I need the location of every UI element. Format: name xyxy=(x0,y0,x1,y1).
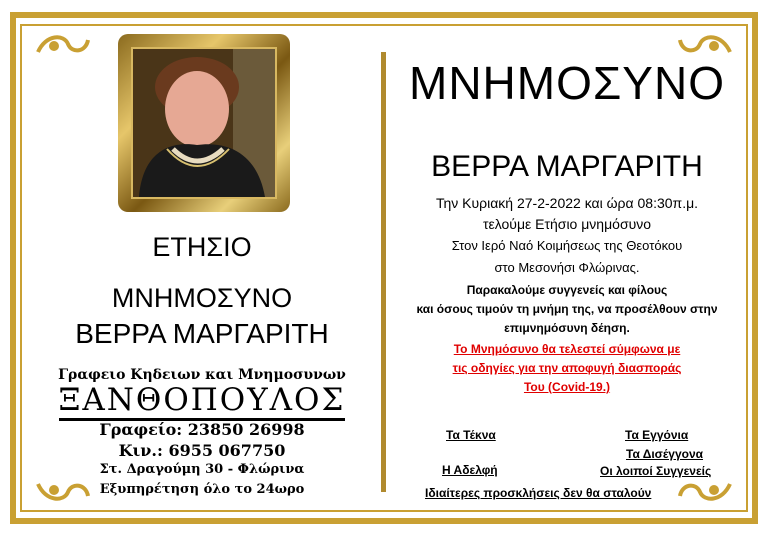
brand-text: ΞΑΝΘΟΠΟΥΛΟΣ xyxy=(59,382,346,421)
funeral-office-label: Γραφειο Κηδειων και Μνημοσυνων xyxy=(58,367,346,383)
ornament-bottom-right-icon xyxy=(676,476,734,504)
portrait-frame xyxy=(118,34,290,212)
office-address: Στ. Δραγούμη 30 - Φλώρινα xyxy=(99,462,305,477)
mourner-other-relatives: Οι λοιποί Συγγενείς xyxy=(600,464,712,478)
left-deceased-name: ΒΕΡΡΑ ΜΑΡΓΑΡΙΤΗ xyxy=(75,318,329,349)
covid-notice-line: Το Μνημόσυνο θα τελεστεί σύμφωνα με xyxy=(453,342,681,356)
portrait-photo xyxy=(131,47,277,199)
mourner-children: Τα Τέκνα xyxy=(446,428,496,442)
mourner-sister: Η Αδελφή xyxy=(442,463,498,477)
ornament-top-left-icon xyxy=(34,32,92,60)
right-deceased-name: ΒΕΡΡΑ ΜΑΡΓΑΡΙΤΗ xyxy=(431,150,703,183)
announcement-line: τελούμε Ετήσιο μνημόσυνο xyxy=(482,216,652,232)
invitation-line: επιμνημόσυνη δέηση. xyxy=(504,321,630,335)
office-hours: Εξυπηρέτηση όλο το 24ωρο xyxy=(99,482,305,497)
footer-note: Ιδιαίτερες προσκλήσεις δεν θα σταλούν xyxy=(425,486,652,500)
invitation-line: και όσους τιμούν τη μνήμη της, να προσέλθουν στην xyxy=(416,302,718,316)
portrait-image xyxy=(133,49,275,197)
mobile-phone: Κιν.: 6955 067750 xyxy=(118,441,286,460)
office-phone: Γραφείο: 23850 26998 xyxy=(99,420,305,439)
covid-notice-line: Του (Covid-19.) xyxy=(523,380,611,394)
announcement-line: Στον Ιερό Ναό Κοιμήσεως της Θεοτόκου xyxy=(451,238,683,253)
announcement-line: Την Κυριακή 27-2-2022 και ώρα 08:30π.μ. xyxy=(435,195,699,211)
right-title: ΜΝΗΜΟΣΥΝΟ xyxy=(409,57,725,109)
left-title-line1: ΕΤΗΣΙΟ xyxy=(152,232,252,262)
announcement-line: στο Μεσονήσι Φλώρινας. xyxy=(494,260,640,275)
invitation-line: Παρακαλούμε συγγενείς και φίλους xyxy=(466,283,668,297)
funeral-office-brand xyxy=(20,382,384,418)
covid-notice-line: τις οδηγίες για την αποφυγή διασποράς xyxy=(452,361,682,375)
left-title-line2: ΜΝΗΜΟΣΥΝΟ xyxy=(111,283,293,313)
mourner-great-grandchildren: Τα Δισέγγονα xyxy=(626,447,704,461)
mourner-grandchildren: Τα Εγγόνια xyxy=(625,428,689,442)
